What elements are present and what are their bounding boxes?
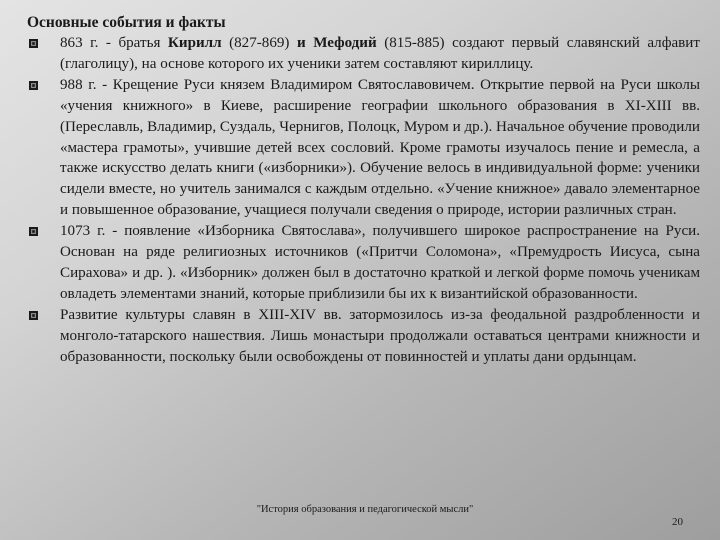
text-segment: 863 г. - братья	[60, 35, 168, 51]
text-segment: (815-885) создают первый славянский алфавит (глаголицу), на основе которого их ученики затем составляют кириллицу.	[60, 35, 700, 72]
page-number: 20	[672, 516, 683, 528]
text-segment: 1073 г. - появление «Изборника Святослава», получившего широкое распространение на Руси. Основан на ряде религиозных источников («Притчи Соломона», «Премудрость Иисуса, сына Сирахова» и др. ). «Изборник» должен был в достаточно краткой и легкой форме помочь ученикам овладеть элементами знаний, которые приблизили бы их к византийской образованности.	[60, 223, 700, 302]
square-bullet-icon	[29, 81, 38, 90]
text-segment: Развитие культуры славян в XIII-XIV вв. затормозилось из-за феодальной раздробленности и монголо-татарского нашествия. Лишь монастыри продолжали оставаться центрами книжности и образованности, поскольку были освобождены от повинностей и уплаты дани ордынцам.	[60, 306, 700, 365]
list-item	[27, 33, 700, 75]
square-bullet-icon	[29, 311, 38, 320]
square-bullet-icon	[29, 39, 38, 48]
list-item	[27, 305, 700, 368]
text-segment: (827-869)	[221, 35, 297, 51]
slide-title: Основные события и факты	[27, 14, 226, 31]
emphasis-text: Кирилл	[167, 35, 222, 51]
emphasis-text: и Мефодий	[296, 35, 377, 51]
text-segment: 988 г. - Крещение Руси князем Владимиром Святославовичем. Открытие первой на Руси школы «учения книжного» в Киеве, расширение географии школьного образования в XI-XIII вв. (Переславль, Владимир, Суздаль, Чернигов, Полоцк, Муром и др.). Начальное обучение проводили «мастера грамоты», учившие детей всех сословий. Кроме грамоты изучалось пение и ремесла, а также искусство делать книги («изборники»). Обучение велось в индивидуальной форме: ученики сидели вместе, но учитель занимался с каждым отдельно. «Учение книжное» давало элементарное и повышенное образование, учащиеся получали сведения о природе, истории различных стран.	[60, 76, 700, 219]
list-item-text	[60, 35, 700, 72]
list-item-text	[60, 307, 700, 365]
list-item	[27, 221, 700, 305]
list-item-text	[60, 77, 700, 218]
list-item-text	[60, 223, 700, 302]
bullet-list	[27, 33, 700, 368]
square-bullet-icon	[29, 227, 38, 236]
list-item	[27, 75, 700, 221]
footer-course-title: "История образования и педагогической мысли"	[256, 504, 474, 515]
